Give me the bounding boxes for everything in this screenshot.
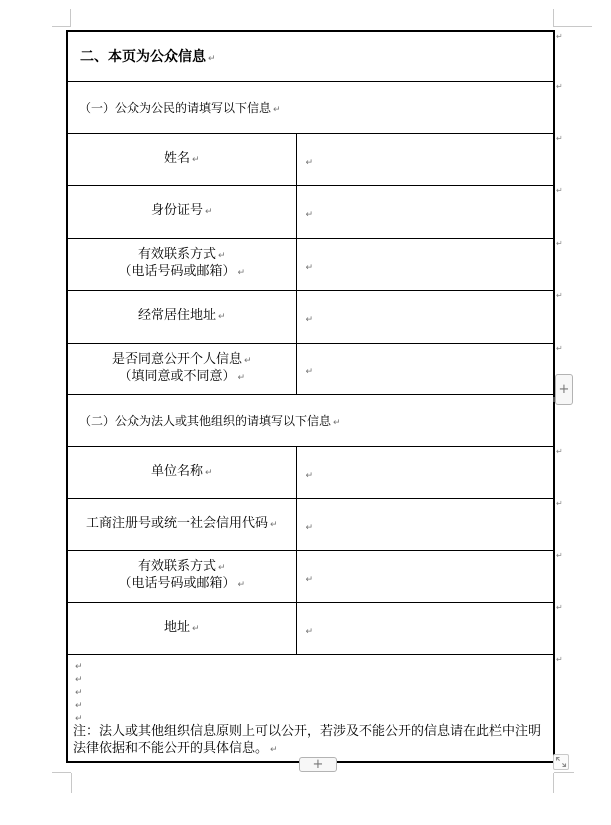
crop-mark-bottom-right [553, 773, 554, 793]
section-title: 二、本页为公众信息 [80, 49, 206, 66]
paragraph-mark-icon: ↵ [75, 713, 83, 724]
paragraph-mark-icon: ↵ [305, 522, 314, 533]
paragraph-mark-icon: ↵ [237, 580, 246, 590]
field-org-address-label-cell [67, 602, 296, 654]
field-credit-code-value-cell[interactable] [296, 498, 554, 550]
paragraph-mark-icon: ↵ [273, 104, 281, 115]
field-consent-value-cell[interactable] [296, 343, 554, 394]
table-row [67, 343, 554, 394]
paragraph-mark-icon: ↵ [269, 519, 278, 530]
section-title-cell[interactable] [67, 31, 554, 81]
field-org-contact-label-cell [67, 550, 296, 602]
table-resize-handle[interactable] [553, 754, 569, 770]
paragraph-mark-icon: ↵ [217, 312, 226, 322]
field-contact-label-cell [67, 238, 296, 290]
crop-mark-bottom-right [554, 772, 574, 773]
row-end-mark-icon: ↵ [556, 499, 563, 508]
paragraph-mark-icon: ↵ [208, 54, 216, 65]
section-citizen-header-cell[interactable] [67, 81, 554, 133]
insert-column-button[interactable] [299, 757, 337, 772]
paragraph-mark-icon: ↵ [75, 674, 83, 685]
note-text: 注：法人或其他组织信息原则上可以公开，若涉及不能公开的信息请在此栏中注明法律依据和不能公开的具体信息。 [73, 723, 542, 756]
table-row [67, 185, 554, 238]
paragraph-mark-icon: ↵ [75, 700, 83, 711]
paragraph-mark-icon: ↵ [270, 744, 278, 755]
crop-mark-bottom-left [52, 772, 71, 773]
diagonal-resize-icon [554, 755, 568, 769]
paragraph-mark-icon: ↵ [305, 626, 314, 637]
paragraph-mark-icon: ↵ [305, 574, 314, 585]
table-row [67, 31, 554, 81]
table-row [67, 394, 554, 446]
paragraph-mark-icon: ↵ [191, 623, 200, 634]
field-org-contact-value-cell[interactable] [296, 550, 554, 602]
crop-mark-top-left [52, 26, 71, 27]
section-org-header-cell[interactable] [67, 394, 554, 446]
field-label: 姓名 [163, 150, 190, 166]
public-info-form-table [66, 30, 555, 763]
field-org-address-value-cell[interactable] [296, 602, 554, 654]
row-end-mark-icon: ↵ [556, 551, 563, 560]
field-label: 是否同意公开个人信息 [111, 351, 242, 367]
field-label: 经常居住地址 [137, 308, 216, 323]
field-label: （填同意或不同意） [118, 368, 236, 384]
table-row [67, 498, 554, 550]
paragraph-mark-icon: ↵ [333, 417, 341, 428]
field-id-number-label-cell [67, 185, 296, 238]
table-row [67, 133, 554, 185]
field-address-value-cell[interactable] [296, 290, 554, 343]
field-credit-code-label-cell [67, 498, 296, 550]
paragraph-mark-icon: ↵ [191, 154, 200, 165]
paragraph-mark-icon: ↵ [217, 251, 226, 261]
field-consent-label-cell [67, 343, 296, 394]
field-org-name-value-cell[interactable] [296, 446, 554, 498]
paragraph-mark-icon: ↵ [204, 467, 213, 478]
paragraph-mark-icon: ↵ [217, 563, 226, 573]
plus-icon: + [558, 382, 570, 397]
crop-mark-top-left [70, 9, 71, 27]
row-end-mark-icon: ↵ [556, 134, 563, 143]
paragraph-mark-icon: ↵ [305, 262, 314, 273]
paragraph-mark-icon: ↵ [243, 355, 252, 366]
section-citizen-header: （一）公众为公民的请填写以下信息 [79, 100, 272, 115]
row-end-mark-icon: ↵ [556, 32, 563, 41]
paragraph-mark-icon: ↵ [237, 372, 246, 383]
table-row [67, 290, 554, 343]
row-end-mark-icon: ↵ [556, 655, 563, 664]
field-name-label-cell [67, 133, 296, 185]
paragraph-mark-icon: ↵ [305, 210, 314, 220]
field-label: （电话号码或邮箱） [118, 264, 236, 279]
paragraph-mark-icon: ↵ [75, 661, 83, 672]
field-label: 地址 [163, 619, 190, 635]
row-end-mark-icon: ↵ [556, 344, 563, 353]
field-label: 单位名称 [150, 463, 203, 479]
paragraph-mark-icon: ↵ [305, 367, 314, 377]
paragraph-mark-icon: ↵ [237, 268, 246, 278]
table-row [67, 446, 554, 498]
row-end-mark-icon: ↵ [556, 447, 563, 456]
row-end-mark-icon: ↵ [556, 239, 563, 248]
row-end-mark-icon: ↵ [556, 186, 563, 195]
paragraph-mark-icon: ↵ [305, 470, 314, 481]
paragraph-mark-icon: ↵ [305, 315, 314, 325]
crop-mark-top-right [554, 26, 592, 27]
section-org-header: （二）公众为法人或其他组织的请填写以下信息 [79, 413, 332, 428]
row-end-mark-icon: ↵ [556, 603, 563, 612]
field-label: （电话号码或邮箱） [118, 576, 236, 591]
plus-icon: + [312, 757, 324, 772]
crop-mark-top-right [553, 9, 554, 27]
field-contact-value-cell[interactable] [296, 238, 554, 290]
paragraph-mark-icon: ↵ [75, 687, 83, 698]
paragraph-mark-icon: ↵ [305, 157, 314, 168]
field-label: 有效联系方式 [137, 559, 216, 574]
field-label: 有效联系方式 [137, 247, 216, 262]
table-row [67, 550, 554, 602]
paragraph-mark-icon: ↵ [204, 207, 213, 217]
row-end-mark-icon: ↵ [556, 82, 563, 91]
field-label: 工商注册号或统一社会信用代码 [85, 515, 268, 531]
field-address-label-cell [67, 290, 296, 343]
crop-mark-bottom-left [71, 773, 72, 793]
table-row [67, 81, 554, 133]
table-row [67, 602, 554, 654]
table-row [67, 238, 554, 290]
field-id-number-value-cell[interactable] [296, 185, 554, 238]
insert-row-button[interactable] [555, 374, 573, 405]
field-label: 身份证号 [150, 203, 203, 218]
field-org-name-label-cell [67, 446, 296, 498]
field-name-value-cell[interactable] [296, 133, 554, 185]
note-cell[interactable] [67, 654, 554, 762]
table-row [67, 654, 554, 762]
row-end-mark-icon: ↵ [556, 291, 563, 300]
